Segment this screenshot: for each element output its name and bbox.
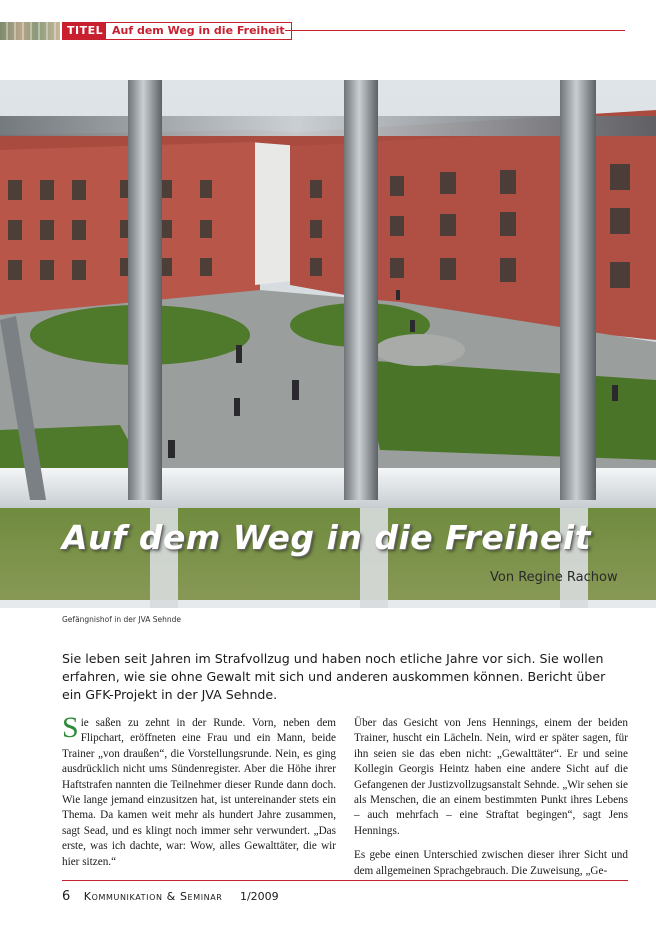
- photo-caption: Gefängnishof in der JVA Sehnde: [62, 615, 181, 624]
- section-tag: TITEL: [62, 22, 108, 40]
- body-paragraph: Über das Gesicht von Jens Hennings, einem der beiden Trainer, huscht ein Lächeln. Nein, wird er später sagen, für ihn seien sie das eben nicht: „Gewalttäter“. Er und seine Kollegin Georgis Heintz haben eine andere Sicht auf die Gefangenen der Justizvollzugsanstalt Sehnde. „Wir sehen sie als Menschen, die an einem bestimmten Punkt ihres Lebens – auch mehrfach – eine Straftat begingen“, sagt Jens Hennings.: [354, 717, 628, 837]
- header-thumbnail: [0, 22, 60, 40]
- headline: Auf dem Weg in die Freiheit: [62, 518, 591, 557]
- section-header: [0, 20, 656, 42]
- issue-number: 1/2009: [239, 890, 279, 903]
- byline: Von Regine Rachow: [490, 570, 618, 585]
- body-paragraph: Es gebe einen Unterschied zwischen dieser ihrer Sicht und dem allgemeinen Sprachgebrauch. Die Zuweisung, „Ge-: [354, 849, 628, 877]
- lead-paragraph: Sie leben seit Jahren im Strafvollzug und haben noch etliche Jahre vor sich. Sie wollen erfahren, wie sie ohne Gewalt mit sich und anderen auskommen können. Bericht über ein GFK-Projekt in der JVA Sehnde.: [62, 651, 606, 702]
- magazine-name: Kommunikation & Seminar: [83, 890, 223, 903]
- drop-cap: S: [62, 711, 79, 744]
- body-column-left: [62, 711, 336, 870]
- page-number: 6: [62, 889, 71, 904]
- page-footer: [62, 889, 279, 904]
- header-rule: [285, 30, 625, 31]
- header-title: Auf dem Weg in die Freiheit: [105, 22, 292, 40]
- body-column-right: [354, 716, 628, 879]
- body-text: ie saßen zu zehnt in der Runde. Vorn, neben dem Flipchart, eröffneten eine Frau und ein Mann, beide Trainer „von draußen“, die Vorstellungsrunde. Nein, es ging ausdrücklich nicht ums Sündenregister. Aber die Höhe ihrer Haftstrafen nannten die Teilnehmer dieser Runde dann doch. Wie lange jemand einzusitzen hat, ist untereinander stets ein Thema. Da kamen weit mehr als hundert Jahre zusammen, sagt Sead, und es klingt noch immer sehr verwundert. „Das erste, was ich dachte, war: Wow, alles Gewalttäter, die wir hier sitzen.“: [62, 717, 336, 868]
- body-paragraph: [62, 711, 336, 870]
- courtyard-photo: [0, 80, 656, 608]
- footer-rule: [62, 880, 628, 881]
